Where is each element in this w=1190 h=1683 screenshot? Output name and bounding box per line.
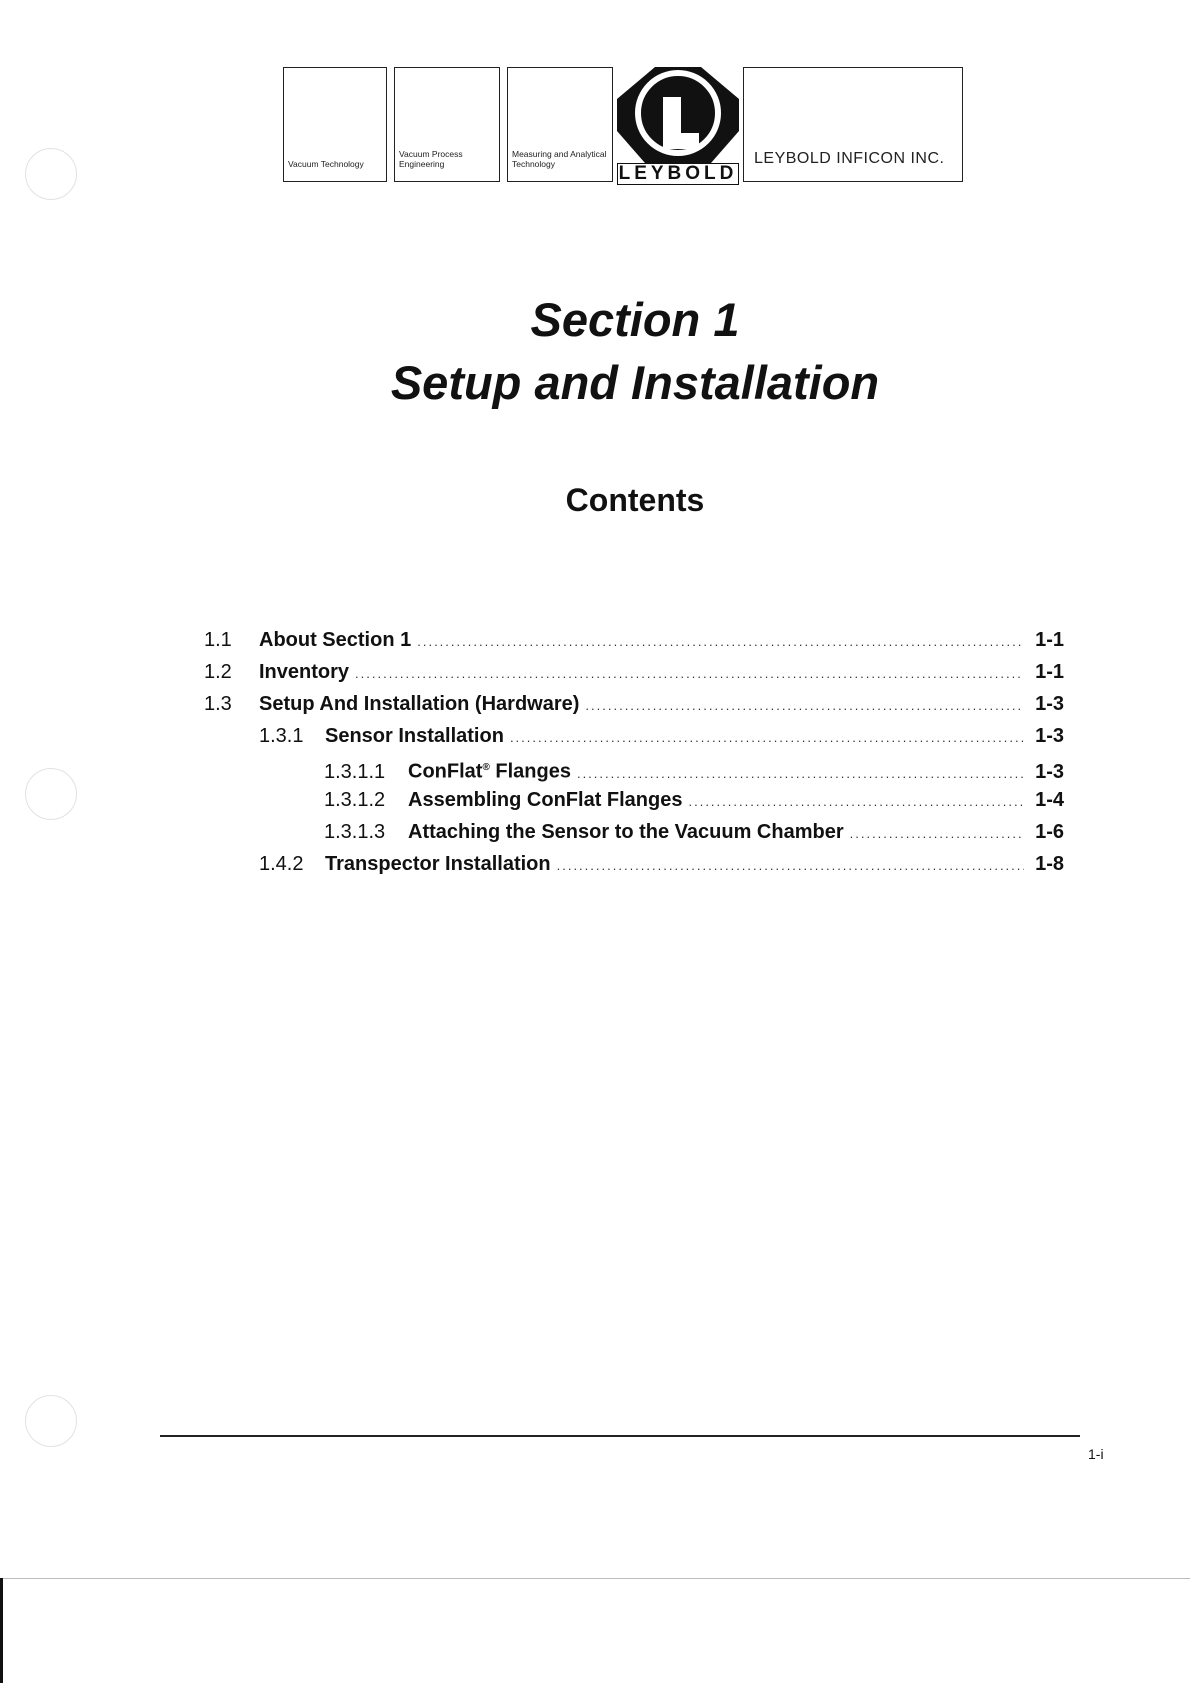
toc-entry[interactable] [204, 656, 1064, 688]
toc-entry-number: 1.3.1.3 [324, 821, 386, 843]
toc-entry-page: 1-3 [1035, 725, 1064, 747]
toc-entry-number: 1.3.1 [259, 725, 304, 747]
division-label: Measuring and Analytical Technology [512, 149, 607, 169]
toc-entry[interactable] [204, 816, 1064, 848]
company-header [283, 67, 963, 187]
company-name-box [743, 67, 963, 182]
section-title: Section 1 [530, 293, 740, 346]
toc-entry-number: 1.3.1.1 [324, 760, 386, 783]
toc-entry-title: Assembling ConFlat Flanges [408, 789, 683, 811]
toc-entry-number: 1.3.1.2 [324, 789, 386, 811]
division-box-vacuum-process [394, 67, 500, 182]
toc-entry-title: Inventory [259, 661, 350, 683]
toc-entry-page: 1-6 [1035, 821, 1064, 843]
toc-dot-leader [417, 626, 1024, 658]
toc-entry-number: 1.3 [204, 693, 232, 715]
toc-entry-number: 1.1 [204, 629, 232, 651]
company-name: LEYBOLD INFICON INC. [754, 150, 945, 167]
toc-entry-title: Transpector Installation [325, 853, 551, 875]
footer-rule [160, 1435, 1080, 1437]
toc-entry[interactable] [204, 752, 1064, 784]
division-label: Vacuum Technology [288, 159, 364, 169]
toc-dot-leader [510, 722, 1024, 754]
logo-wordmark: LEYBOLD [618, 163, 738, 184]
toc-entry-title-rest: Flanges [489, 760, 571, 783]
division-label: Vacuum Process Engineering [399, 149, 463, 169]
toc-dot-leader [355, 658, 1024, 690]
table-of-contents [204, 624, 1064, 880]
toc-dot-leader [557, 850, 1024, 882]
toc-entry-number: 1.4.2 [259, 853, 304, 875]
toc-entry-title: ConFlat [408, 760, 483, 783]
toc-entry[interactable] [204, 624, 1064, 656]
toc-entry-title-group [408, 752, 577, 788]
scan-edge-mark [0, 1578, 3, 1683]
division-box-vacuum-technology [283, 67, 387, 182]
contents-heading: Contents [565, 482, 705, 518]
punch-hole-middle [25, 768, 77, 820]
toc-entry-title: Attaching the Sensor to the Vacuum Chamber [408, 821, 844, 843]
toc-entry-number: 1.2 [204, 661, 232, 683]
division-box-measuring [507, 67, 613, 182]
toc-entry[interactable] [204, 848, 1064, 880]
toc-entry-page: 1-3 [1035, 760, 1064, 783]
toc-dot-leader [585, 690, 1024, 722]
toc-entry-title: Sensor Installation [325, 725, 504, 747]
page-number: 1-i [1088, 1446, 1104, 1462]
punch-hole-bottom [25, 1395, 77, 1447]
toc-entry[interactable] [204, 688, 1064, 720]
toc-entry[interactable] [204, 784, 1064, 816]
toc-dot-leader [850, 818, 1024, 850]
leybold-emblem-icon [617, 67, 739, 163]
leybold-logo [617, 67, 739, 185]
toc-entry-page: 1-4 [1035, 789, 1064, 811]
scan-edge-line [0, 1578, 1190, 1579]
registered-mark: ® [482, 762, 490, 773]
punch-hole-top [25, 148, 77, 200]
toc-entry-page: 1-1 [1035, 629, 1064, 651]
toc-entry[interactable] [204, 720, 1064, 752]
toc-dot-leader [688, 786, 1024, 818]
toc-entry-title: About Section 1 [259, 629, 412, 651]
section-subtitle: Setup and Installation [390, 356, 880, 409]
toc-entry-page: 1-3 [1035, 693, 1064, 715]
toc-entry-title: Setup And Installation (Hardware) [259, 693, 580, 715]
toc-entry-page: 1-1 [1035, 661, 1064, 683]
toc-entry-page: 1-8 [1035, 853, 1064, 875]
